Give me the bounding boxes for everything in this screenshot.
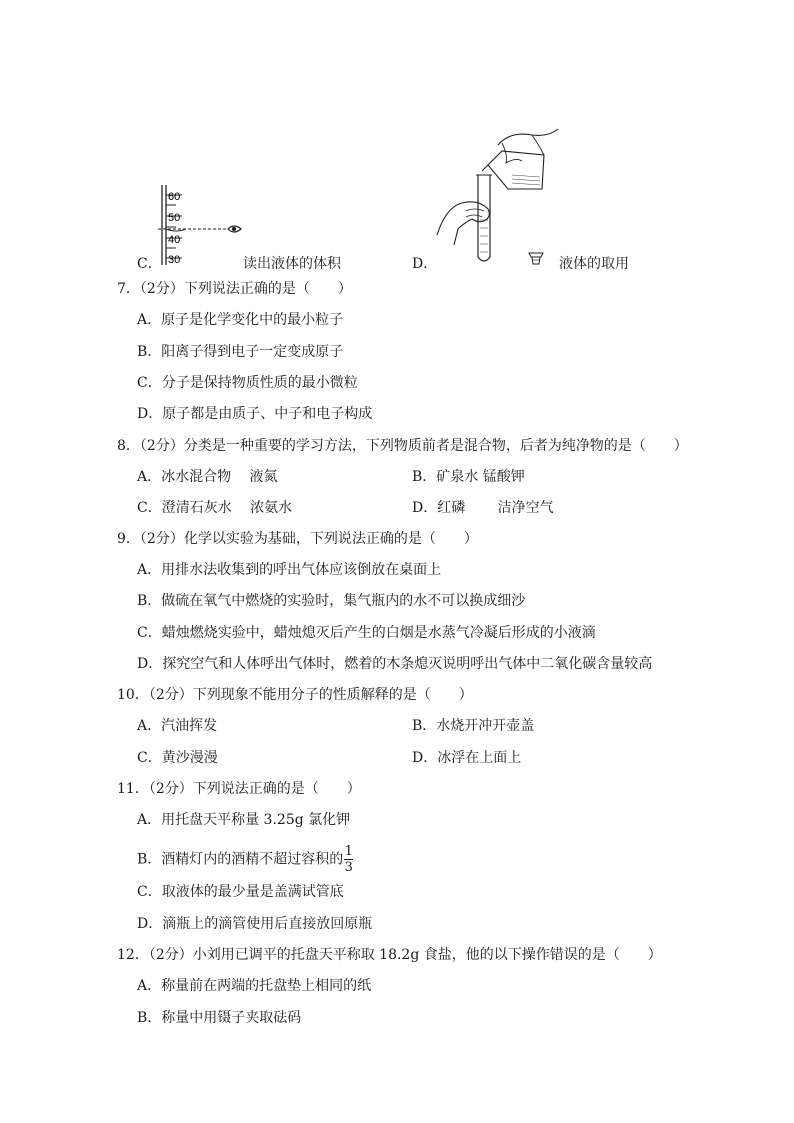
question-10-option-d: D．冰浮在上面上 [412,750,522,766]
question-10-option-c: C．黄沙漫漫 [137,750,218,766]
fraction-numerator: 1 [344,844,353,859]
question-12-option-a: A．称量前在两端的托盘垫上相同的纸 [137,978,372,994]
question-10-option-b: B．水烧开冲开壶盖 [412,718,535,734]
scale-label-60: 60 [168,191,181,203]
question-7-option-d: D．原子都是由质子、中子和电子构成 [137,406,373,422]
question-7-option-b: B．阳离子得到电子一定变成原子 [137,344,344,360]
question-7-option-a: A．原子是化学变化中的最小粒子 [137,312,344,328]
fraction-one-third [344,845,353,874]
question-9-option-b: B．做硫在氧气中燃烧的实验时，集气瓶内的水不可以换成细沙 [137,593,526,609]
question-9-option-d: D．探究空气和人体呼出气体时，燃着的木条熄灭说明呼出气体中二氧化碳含量较高 [137,656,653,672]
question-9-stem: 9．（2分）化学以实验为基础，下列说法正确的是（ ） [117,531,478,547]
eye-icon [228,226,241,232]
scale-label-30: 30 [168,254,181,266]
fraction-denominator: 3 [344,860,353,875]
scale-label-40: 40 [168,234,181,246]
question-8-option-d: D．红磷 洁净空气 [412,500,554,516]
question-7-stem: 7．（2分）下列说法正确的是（ ） [117,281,352,297]
question-11-option-a: A．用托盘天平称量 3.25g 氯化钾 [137,812,351,828]
question-10-stem: 10．（2分）下列现象不能用分子的性质解释的是（ ） [117,687,473,703]
question-8-option-b: B．矿泉水 锰酸钾 [412,469,525,485]
bottle-stopper-figure [528,251,544,265]
question-8-option-a: A．冰水混合物 液氮 [137,469,278,485]
question-7-option-c: C．分子是保持物质性质的最小微粒 [137,375,358,391]
question-11-option-b: B．酒精灯内的酒精不超过容积的 [137,851,344,868]
question-9-option-c: C．蜡烛燃烧实验中，蜡烛熄灭后产生的白烟是水蒸气冷凝后形成的小液滴 [137,625,596,641]
question-9-option-a: A．用排水法收集到的呼出气体应该倒放在桌面上 [137,562,442,578]
figure-c-label: C． [137,256,162,272]
question-8-stem: 8．（2分）分类是一种重要的学习方法，下列物质前者是混合物，后者为纯净物的是（ ） [117,438,688,454]
question-11-option-c: C．取液体的最少量是盖满试管底 [137,884,344,900]
question-11-option-d: D．滴瓶上的滴管使用后直接放回原瓶 [137,916,373,932]
figure-c-caption: 读出液体的体积 [243,256,341,272]
question-11-stem: 11．（2分）下列说法正确的是（ ） [117,781,361,797]
figure-d-caption: 液体的取用 [559,256,629,272]
graduated-cylinder-figure [158,185,250,267]
question-8-option-c: C．澄清石灰水 浓氨水 [137,500,293,516]
question-12-option-b: B．称量中用镊子夹取砝码 [137,1010,302,1026]
question-11-option-b-row [137,845,353,874]
scale-label-50: 50 [168,212,181,224]
pouring-liquid-figure [432,125,562,265]
figure-d-label: D． [412,256,438,272]
question-10-option-a: A．汽油挥发 [137,718,218,734]
question-12-stem: 12．（2分）小刘用已调平的托盘天平称取 18.2g 食盐，他的以下操作错误的是（ ） [117,947,662,963]
